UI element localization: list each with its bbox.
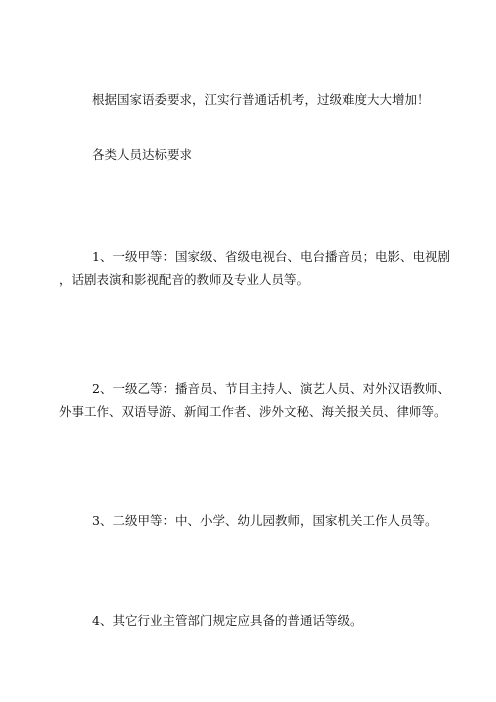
requirement-item-2-line-1: 2、一级乙等：播音员、节目主持人、演艺人员、对外汉语教师、 — [92, 381, 450, 396]
requirement-item-1-line-1: 1、一级甲等：国家级、省级电视台、电台播音员；电影、电视剧 — [92, 249, 450, 264]
requirement-item-1-line-2: ，话剧表演和影视配音的教师及专业人员等。 — [59, 272, 310, 287]
requirement-item-3: 3、二级甲等：中、小学、幼儿园教师，国家机关工作人员等。 — [92, 513, 438, 528]
requirement-item-2-line-2: 外事工作、双语导游、新闻工作者、涉外文秘、海关报关员、律师等。 — [59, 404, 447, 419]
requirement-item-4: 4、其它行业主管部门规定应具备的普通话等级。 — [92, 613, 363, 628]
intro-paragraph: 根据国家语委要求，江实行普通话机考，过级难度大大增加！ — [92, 92, 430, 107]
section-heading: 各类人员达标要求 — [92, 147, 193, 162]
